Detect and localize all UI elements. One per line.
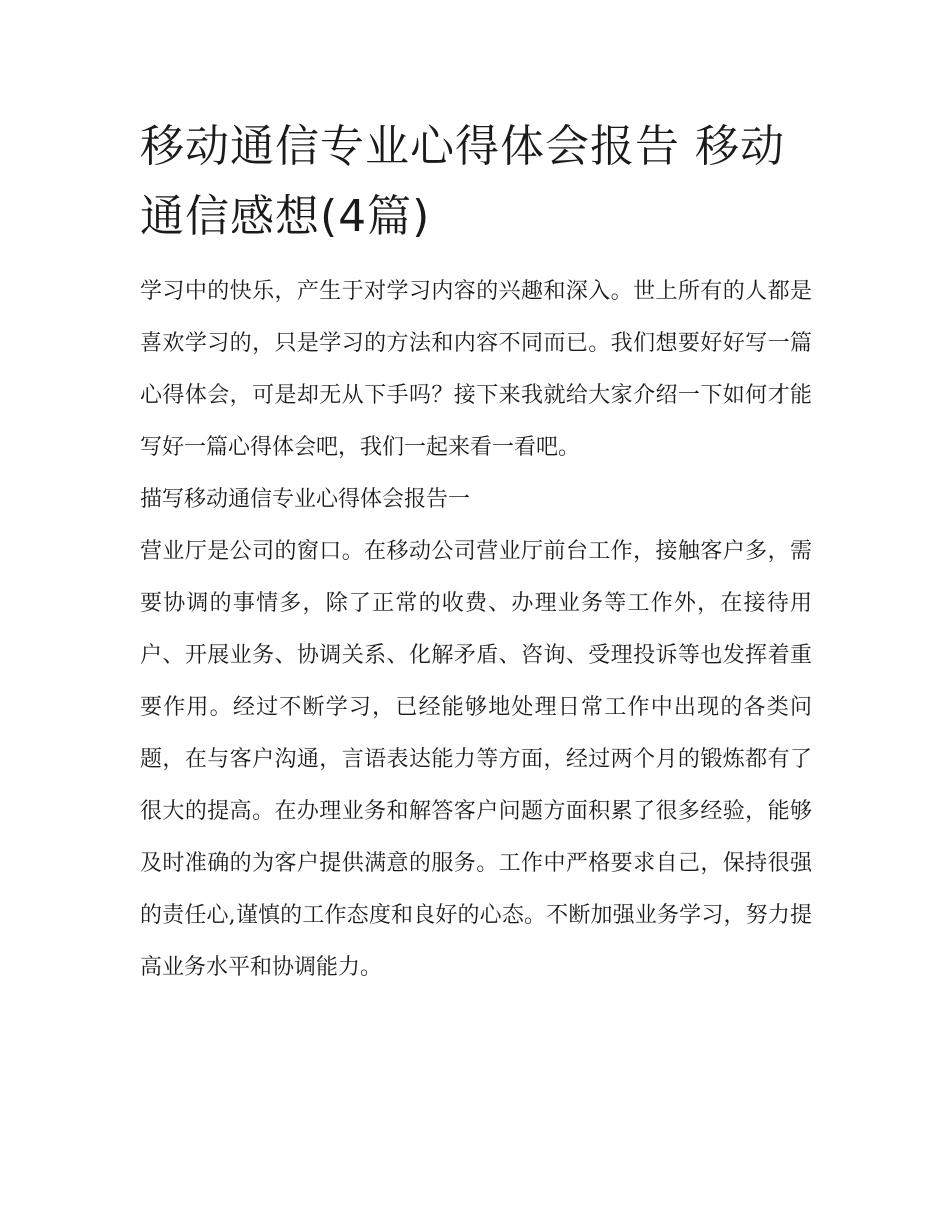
section-body-paragraph: 营业厅是公司的窗口。在移动公司营业厅前台工作，接触客户多，需要协调的事情多，除了正常的收费、办理业务等工作外，在接待用户、开展业务、协调关系、化解矛盾、咨询、受理投诉等也发挥着重要作用。经过不断学习，已经能够地处理日常工作中出现的各类问题，在与客户沟通，言语表达能力等方面，经过两个月的锻炼都有了很大的提高。在办理业务和解答客户问题方面积累了很多经验，能够及时准确的为客户提供满意的服务。工作中严格要求自己，保持很强的责任心,谨慎的工作态度和良好的心态。不断加强业务学习，努力提高业务水平和协调能力。: [140, 539, 812, 980]
document-content: [140, 112, 812, 994]
page-title: 移动通信专业心得体会报告 移动通信感想(4篇): [140, 121, 785, 242]
intro-paragraph: 学习中的快乐，产生于对学习内容的兴趣和深入。世上所有的人都是喜欢学习的，只是学习的方法和内容不同而已。我们想要好好写一篇心得体会，可是却无从下手吗？接下来我就给大家介绍一下如何才能写好一篇心得体会吧，我们一起来看一看吧。: [140, 279, 812, 460]
section-heading: 描写移动通信专业心得体会报告一: [140, 487, 471, 512]
